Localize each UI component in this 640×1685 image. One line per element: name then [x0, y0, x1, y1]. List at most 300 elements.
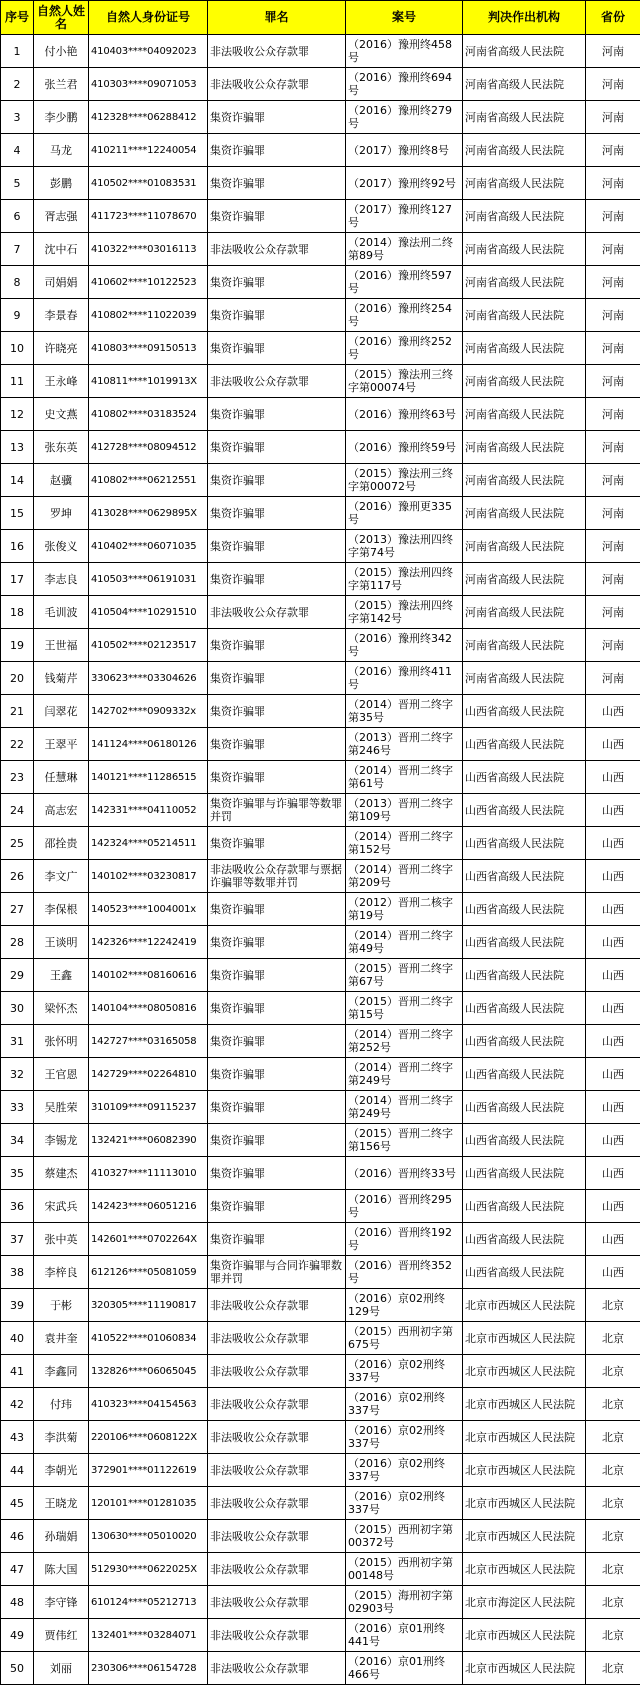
cell-court: 河南省高级人民法院 — [463, 299, 586, 332]
cell-name: 刘丽 — [34, 1652, 89, 1685]
table-row — [1, 530, 640, 563]
cell-court: 河南省高级人民法院 — [463, 464, 586, 497]
cell-no: 14 — [1, 464, 34, 497]
cell-id: 140104****08050816 — [89, 992, 208, 1025]
cell-name: 张东英 — [34, 431, 89, 464]
cell-case: （2016）豫刑终694号 — [346, 68, 463, 101]
cell-province: 山西 — [586, 761, 640, 794]
cell-id: 142324****05214511 — [89, 827, 208, 860]
cell-case: （2016）京01刑终441号 — [346, 1619, 463, 1652]
cell-no: 28 — [1, 926, 34, 959]
cell-province: 山西 — [586, 959, 640, 992]
cell-province: 河南 — [586, 134, 640, 167]
cell-no: 35 — [1, 1157, 34, 1190]
table-row — [1, 1652, 640, 1685]
cell-crime: 非法吸收公众存款罪 — [208, 1289, 346, 1322]
cell-no: 43 — [1, 1421, 34, 1454]
cell-court: 山西省高级人民法院 — [463, 926, 586, 959]
cell-province: 北京 — [586, 1652, 640, 1685]
cell-no: 18 — [1, 596, 34, 629]
cell-name: 王永峰 — [34, 365, 89, 398]
cell-no: 32 — [1, 1058, 34, 1091]
table-row — [1, 1322, 640, 1355]
cell-name: 张俊义 — [34, 530, 89, 563]
cell-name: 李景春 — [34, 299, 89, 332]
cell-crime: 集资诈骗罪 — [208, 728, 346, 761]
cell-crime: 集资诈骗罪 — [208, 761, 346, 794]
cell-no: 29 — [1, 959, 34, 992]
cell-crime: 非法吸收公众存款罪 — [208, 68, 346, 101]
cell-crime: 非法吸收公众存款罪 — [208, 1388, 346, 1421]
cell-province: 河南 — [586, 662, 640, 695]
cell-court: 山西省高级人民法院 — [463, 728, 586, 761]
cell-case: （2016）京02刑终337号 — [346, 1421, 463, 1454]
cell-court: 河南省高级人民法院 — [463, 662, 586, 695]
cell-province: 山西 — [586, 1091, 640, 1124]
cell-id: 140523****1004001x — [89, 893, 208, 926]
cell-crime: 集资诈骗罪 — [208, 101, 346, 134]
cell-court: 北京市西城区人民法院 — [463, 1652, 586, 1685]
cell-name: 胥志强 — [34, 200, 89, 233]
cell-province: 河南 — [586, 167, 640, 200]
table-row — [1, 1586, 640, 1619]
cell-name: 钱菊芹 — [34, 662, 89, 695]
table-row — [1, 299, 640, 332]
table-row — [1, 827, 640, 860]
cell-name: 蔡建杰 — [34, 1157, 89, 1190]
cell-no: 19 — [1, 629, 34, 662]
cell-province: 河南 — [586, 233, 640, 266]
cell-id: 410802****06212551 — [89, 464, 208, 497]
cell-name: 张怀明 — [34, 1025, 89, 1058]
cell-id: 320305****11190817 — [89, 1289, 208, 1322]
cell-id: 410802****11022039 — [89, 299, 208, 332]
cell-id: 512930****0622025X — [89, 1553, 208, 1586]
cell-province: 河南 — [586, 266, 640, 299]
table-row — [1, 728, 640, 761]
cell-id: 410323****04154563 — [89, 1388, 208, 1421]
cell-crime: 集资诈骗罪 — [208, 266, 346, 299]
cell-case: （2016）京02刑终337号 — [346, 1487, 463, 1520]
cell-case: （2013）豫法刑四终字第74号 — [346, 530, 463, 563]
cell-crime: 非法吸收公众存款罪 — [208, 35, 346, 68]
cell-province: 北京 — [586, 1454, 640, 1487]
cell-province: 北京 — [586, 1355, 640, 1388]
cell-court: 河南省高级人民法院 — [463, 233, 586, 266]
cell-court: 河南省高级人民法院 — [463, 398, 586, 431]
header-province: 省份 — [586, 1, 640, 35]
table-row — [1, 794, 640, 827]
cell-no: 7 — [1, 233, 34, 266]
cell-name: 高志宏 — [34, 794, 89, 827]
cell-crime: 非法吸收公众存款罪 — [208, 1586, 346, 1619]
cell-id: 142326****12242419 — [89, 926, 208, 959]
cell-case: （2016）豫刑终597号 — [346, 266, 463, 299]
cell-name: 王谈明 — [34, 926, 89, 959]
cell-name: 司娟娟 — [34, 266, 89, 299]
cell-id: 610124****05212713 — [89, 1586, 208, 1619]
cell-case: （2016）晋刑终33号 — [346, 1157, 463, 1190]
cell-court: 北京市西城区人民法院 — [463, 1619, 586, 1652]
cell-id: 140102****03230817 — [89, 860, 208, 893]
cell-id: 410802****03183524 — [89, 398, 208, 431]
cell-no: 44 — [1, 1454, 34, 1487]
cell-no: 20 — [1, 662, 34, 695]
cell-province: 北京 — [586, 1421, 640, 1454]
cell-crime: 非法吸收公众存款罪与票据诈骗罪等数罪并罚 — [208, 860, 346, 893]
table-row — [1, 695, 640, 728]
cell-court: 河南省高级人民法院 — [463, 266, 586, 299]
cell-crime: 集资诈骗罪 — [208, 563, 346, 596]
cell-province: 山西 — [586, 1223, 640, 1256]
cell-crime: 集资诈骗罪 — [208, 398, 346, 431]
cell-case: （2015）西刑初字第00372号 — [346, 1520, 463, 1553]
cell-crime: 非法吸收公众存款罪 — [208, 1652, 346, 1685]
cell-province: 河南 — [586, 332, 640, 365]
cell-crime: 非法吸收公众存款罪 — [208, 365, 346, 398]
table-body — [1, 35, 640, 1685]
cell-id: 411723****11078670 — [89, 200, 208, 233]
cell-id: 140121****11286515 — [89, 761, 208, 794]
table-row — [1, 629, 640, 662]
cell-case: （2016）京02刑终337号 — [346, 1454, 463, 1487]
cell-case: （2015）晋刑二终字第67号 — [346, 959, 463, 992]
cell-id: 412728****08094512 — [89, 431, 208, 464]
cell-court: 山西省高级人民法院 — [463, 893, 586, 926]
cell-name: 张兰君 — [34, 68, 89, 101]
cell-name: 梁怀杰 — [34, 992, 89, 1025]
cell-case: （2015）豫法刑四终字第117号 — [346, 563, 463, 596]
cell-case: （2015）西刑初字第00148号 — [346, 1553, 463, 1586]
cell-province: 河南 — [586, 464, 640, 497]
table-row — [1, 1553, 640, 1586]
table-row — [1, 332, 640, 365]
table-row — [1, 200, 640, 233]
cell-province: 山西 — [586, 695, 640, 728]
cell-id: 413028****0629895X — [89, 497, 208, 530]
table-row — [1, 1520, 640, 1553]
cell-no: 9 — [1, 299, 34, 332]
table-row — [1, 860, 640, 893]
cell-province: 山西 — [586, 794, 640, 827]
cell-case: （2017）豫刑终8号 — [346, 134, 463, 167]
table-row — [1, 1190, 640, 1223]
cell-name: 邵拴贵 — [34, 827, 89, 860]
cell-crime: 集资诈骗罪 — [208, 1190, 346, 1223]
cell-id: 612126****05081059 — [89, 1256, 208, 1289]
cell-id: 410211****12240054 — [89, 134, 208, 167]
cell-crime: 集资诈骗罪 — [208, 332, 346, 365]
cell-no: 36 — [1, 1190, 34, 1223]
cell-court: 河南省高级人民法院 — [463, 35, 586, 68]
cell-no: 26 — [1, 860, 34, 893]
cell-court: 山西省高级人民法院 — [463, 1025, 586, 1058]
table-row — [1, 134, 640, 167]
cell-court: 北京市西城区人民法院 — [463, 1388, 586, 1421]
cell-court: 山西省高级人民法院 — [463, 1157, 586, 1190]
cell-name: 李守锋 — [34, 1586, 89, 1619]
table-row — [1, 959, 640, 992]
table-row — [1, 1157, 640, 1190]
table-row — [1, 1454, 640, 1487]
cell-court: 河南省高级人民法院 — [463, 134, 586, 167]
cell-province: 山西 — [586, 827, 640, 860]
cell-case: （2014）晋刑二终字第209号 — [346, 860, 463, 893]
header-no: 序号 — [1, 1, 34, 35]
cell-court: 北京市西城区人民法院 — [463, 1454, 586, 1487]
cell-crime: 集资诈骗罪 — [208, 926, 346, 959]
cell-name: 李梓良 — [34, 1256, 89, 1289]
cell-no: 49 — [1, 1619, 34, 1652]
table-row — [1, 35, 640, 68]
cell-no: 27 — [1, 893, 34, 926]
cell-province: 山西 — [586, 728, 640, 761]
cell-case: （2016）晋刑终192号 — [346, 1223, 463, 1256]
cell-crime: 非法吸收公众存款罪 — [208, 1553, 346, 1586]
cell-crime: 集资诈骗罪 — [208, 167, 346, 200]
cell-name: 贾伟红 — [34, 1619, 89, 1652]
cell-case: （2017）豫刑终127号 — [346, 200, 463, 233]
cell-no: 17 — [1, 563, 34, 596]
cell-crime: 集资诈骗罪 — [208, 134, 346, 167]
cell-name: 李志良 — [34, 563, 89, 596]
table-row — [1, 1091, 640, 1124]
cell-name: 李洪菊 — [34, 1421, 89, 1454]
cell-name: 李鑫同 — [34, 1355, 89, 1388]
cell-id: 132401****03284071 — [89, 1619, 208, 1652]
cell-name: 王翠平 — [34, 728, 89, 761]
cell-case: （2016）京02刑终337号 — [346, 1388, 463, 1421]
cell-name: 赵骥 — [34, 464, 89, 497]
cell-no: 6 — [1, 200, 34, 233]
cell-no: 24 — [1, 794, 34, 827]
cell-case: （2014）晋刑二终字第152号 — [346, 827, 463, 860]
cell-name: 李少鹏 — [34, 101, 89, 134]
cell-province: 山西 — [586, 926, 640, 959]
cell-court: 北京市海淀区人民法院 — [463, 1586, 586, 1619]
cell-case: （2016）豫刑更335号 — [346, 497, 463, 530]
cell-case: （2015）晋刑二终字第156号 — [346, 1124, 463, 1157]
table-row — [1, 1289, 640, 1322]
table-row — [1, 596, 640, 629]
cell-case: （2016）豫刑终254号 — [346, 299, 463, 332]
cell-province: 河南 — [586, 35, 640, 68]
cell-court: 山西省高级人民法院 — [463, 1091, 586, 1124]
cell-province: 北京 — [586, 1520, 640, 1553]
cell-court: 山西省高级人民法院 — [463, 1256, 586, 1289]
table-row — [1, 1487, 640, 1520]
cell-name: 于彬 — [34, 1289, 89, 1322]
cell-name: 付玮 — [34, 1388, 89, 1421]
cell-court: 山西省高级人民法院 — [463, 827, 586, 860]
cell-province: 河南 — [586, 398, 640, 431]
cell-province: 北京 — [586, 1322, 640, 1355]
cell-province: 河南 — [586, 431, 640, 464]
cell-province: 河南 — [586, 497, 640, 530]
cell-id: 410502****02123517 — [89, 629, 208, 662]
table-row — [1, 1025, 640, 1058]
cell-crime: 集资诈骗罪 — [208, 1223, 346, 1256]
cell-crime: 集资诈骗罪 — [208, 1124, 346, 1157]
cell-name: 宋武兵 — [34, 1190, 89, 1223]
cell-id: 142423****06051216 — [89, 1190, 208, 1223]
cell-court: 山西省高级人民法院 — [463, 992, 586, 1025]
cell-court: 北京市西城区人民法院 — [463, 1421, 586, 1454]
header-name: 自然人姓名 — [34, 1, 89, 35]
cell-id: 230306****06154728 — [89, 1652, 208, 1685]
cell-court: 河南省高级人民法院 — [463, 596, 586, 629]
cell-court: 北京市西城区人民法院 — [463, 1355, 586, 1388]
cell-crime: 集资诈骗罪与合同诈骗罪数罪并罚 — [208, 1256, 346, 1289]
cell-id: 140102****08160616 — [89, 959, 208, 992]
table-row — [1, 266, 640, 299]
cell-court: 山西省高级人民法院 — [463, 1058, 586, 1091]
cell-crime: 集资诈骗罪 — [208, 893, 346, 926]
cell-no: 37 — [1, 1223, 34, 1256]
cell-name: 李保根 — [34, 893, 89, 926]
cell-id: 132421****06082390 — [89, 1124, 208, 1157]
table-row — [1, 68, 640, 101]
cell-name: 陈大国 — [34, 1553, 89, 1586]
cell-id: 142729****02264810 — [89, 1058, 208, 1091]
table-row — [1, 1124, 640, 1157]
cell-court: 河南省高级人民法院 — [463, 629, 586, 662]
cell-province: 北京 — [586, 1586, 640, 1619]
cell-no: 39 — [1, 1289, 34, 1322]
cell-case: （2016）豫刑终411号 — [346, 662, 463, 695]
cell-province: 北京 — [586, 1388, 640, 1421]
cell-court: 北京市西城区人民法院 — [463, 1322, 586, 1355]
cell-court: 河南省高级人民法院 — [463, 68, 586, 101]
cell-name: 毛训波 — [34, 596, 89, 629]
cell-no: 45 — [1, 1487, 34, 1520]
cell-court: 山西省高级人民法院 — [463, 1124, 586, 1157]
cell-province: 河南 — [586, 596, 640, 629]
cell-case: （2015）豫法刑三终字第00074号 — [346, 365, 463, 398]
cell-no: 50 — [1, 1652, 34, 1685]
cell-court: 山西省高级人民法院 — [463, 959, 586, 992]
cell-court: 山西省高级人民法院 — [463, 1190, 586, 1223]
cell-case: （2013）晋刑二终字第109号 — [346, 794, 463, 827]
cell-crime: 集资诈骗罪 — [208, 1157, 346, 1190]
cell-case: （2014）晋刑二终字第35号 — [346, 695, 463, 728]
cell-id: 132826****06065045 — [89, 1355, 208, 1388]
cell-case: （2014）晋刑二终字第249号 — [346, 1091, 463, 1124]
cell-name: 吴胜荣 — [34, 1091, 89, 1124]
table-row — [1, 1355, 640, 1388]
cell-court: 河南省高级人民法院 — [463, 101, 586, 134]
cell-no: 2 — [1, 68, 34, 101]
cell-id: 410811****1019913X — [89, 365, 208, 398]
cell-name: 许晓亮 — [34, 332, 89, 365]
cell-id: 410403****04092023 — [89, 35, 208, 68]
cell-case: （2016）京02刑终337号 — [346, 1355, 463, 1388]
table-row — [1, 1256, 640, 1289]
cell-id: 130630****05010020 — [89, 1520, 208, 1553]
cell-no: 3 — [1, 101, 34, 134]
cell-no: 10 — [1, 332, 34, 365]
cell-no: 22 — [1, 728, 34, 761]
table-row — [1, 563, 640, 596]
cell-crime: 非法吸收公众存款罪 — [208, 1355, 346, 1388]
cell-no: 33 — [1, 1091, 34, 1124]
cell-name: 任慧琳 — [34, 761, 89, 794]
cell-name: 沈中石 — [34, 233, 89, 266]
cell-no: 30 — [1, 992, 34, 1025]
table-row — [1, 167, 640, 200]
cell-name: 王官恩 — [34, 1058, 89, 1091]
cell-case: （2015）海刑初字第02903号 — [346, 1586, 463, 1619]
cell-case: （2016）豫刑终458号 — [346, 35, 463, 68]
cell-id: 410502****01083531 — [89, 167, 208, 200]
cell-province: 北京 — [586, 1289, 640, 1322]
cell-court: 河南省高级人民法院 — [463, 200, 586, 233]
cell-no: 11 — [1, 365, 34, 398]
cell-case: （2016）豫刑终59号 — [346, 431, 463, 464]
cell-province: 河南 — [586, 530, 640, 563]
cell-name: 彭鹏 — [34, 167, 89, 200]
header-row — [1, 1, 640, 35]
cell-court: 山西省高级人民法院 — [463, 761, 586, 794]
cell-court: 河南省高级人民法院 — [463, 167, 586, 200]
table-row — [1, 101, 640, 134]
cell-id: 330623****03304626 — [89, 662, 208, 695]
cell-case: （2016）豫刑终252号 — [346, 332, 463, 365]
cell-name: 闫翠花 — [34, 695, 89, 728]
cell-no: 41 — [1, 1355, 34, 1388]
cell-court: 山西省高级人民法院 — [463, 794, 586, 827]
cell-crime: 非法吸收公众存款罪 — [208, 233, 346, 266]
cell-id: 142702****0909332x — [89, 695, 208, 728]
cell-no: 23 — [1, 761, 34, 794]
cell-crime: 集资诈骗罪 — [208, 1025, 346, 1058]
cell-court: 北京市西城区人民法院 — [463, 1487, 586, 1520]
cell-id: 412328****06288412 — [89, 101, 208, 134]
cell-province: 山西 — [586, 860, 640, 893]
cell-name: 王鑫 — [34, 959, 89, 992]
table-row — [1, 1058, 640, 1091]
cell-id: 410522****01060834 — [89, 1322, 208, 1355]
cell-crime: 集资诈骗罪 — [208, 827, 346, 860]
cell-case: （2016）豫刑终63号 — [346, 398, 463, 431]
cell-id: 142601****0702264X — [89, 1223, 208, 1256]
table-row — [1, 662, 640, 695]
cell-case: （2016）豫刑终279号 — [346, 101, 463, 134]
cell-case: （2016）京01刑终466号 — [346, 1652, 463, 1685]
cell-province: 河南 — [586, 299, 640, 332]
cell-no: 15 — [1, 497, 34, 530]
cell-province: 山西 — [586, 1124, 640, 1157]
cell-id: 410303****09071053 — [89, 68, 208, 101]
cell-name: 袁井奎 — [34, 1322, 89, 1355]
cell-province: 山西 — [586, 992, 640, 1025]
cell-case: （2016）晋刑终352号 — [346, 1256, 463, 1289]
cell-id: 142727****03165058 — [89, 1025, 208, 1058]
cell-name: 李朝光 — [34, 1454, 89, 1487]
cell-id: 410803****09150513 — [89, 332, 208, 365]
table-row — [1, 398, 640, 431]
cell-case: （2014）晋刑二终字第61号 — [346, 761, 463, 794]
cell-court: 北京市西城区人民法院 — [463, 1553, 586, 1586]
table-row — [1, 1223, 640, 1256]
cell-name: 付小艳 — [34, 35, 89, 68]
cell-case: （2015）豫法刑三终字第00072号 — [346, 464, 463, 497]
cell-province: 山西 — [586, 1256, 640, 1289]
cell-crime: 非法吸收公众存款罪 — [208, 1520, 346, 1553]
cell-no: 40 — [1, 1322, 34, 1355]
cell-province: 河南 — [586, 200, 640, 233]
cell-id: 141124****06180126 — [89, 728, 208, 761]
